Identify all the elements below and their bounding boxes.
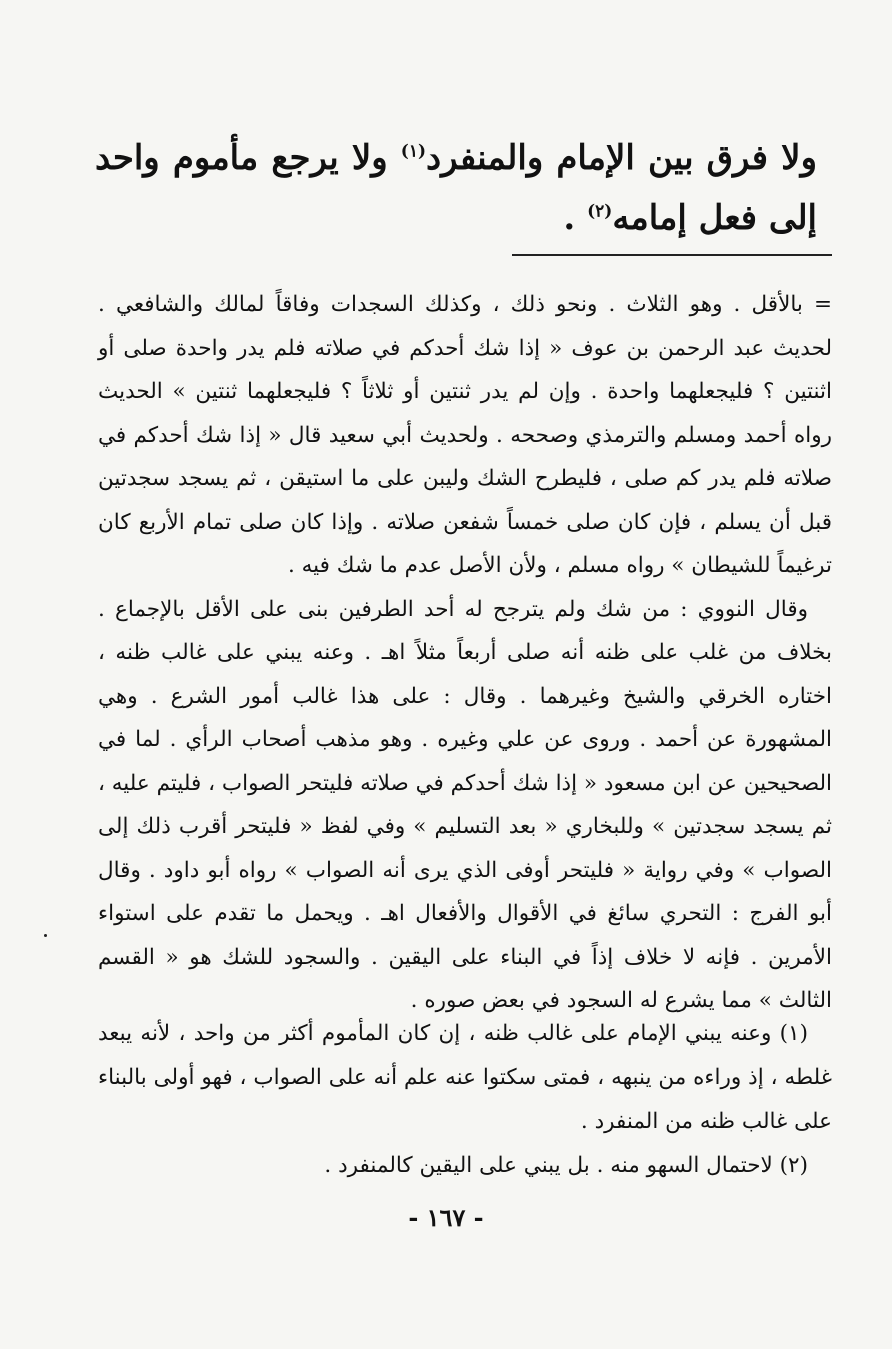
footnote-ref-2: (٢) bbox=[587, 201, 613, 222]
scan-speck bbox=[44, 934, 47, 937]
commentary bbox=[98, 283, 832, 1023]
footnotes bbox=[98, 1012, 832, 1188]
main-text-end: . bbox=[563, 198, 588, 238]
page-number: - ١٦٧ - bbox=[408, 1203, 484, 1232]
main-text bbox=[95, 128, 817, 248]
main-text-part-2: ولا يرجع مأموم واحد إلى فعل إمامه bbox=[95, 138, 817, 238]
footnote-separator bbox=[512, 254, 832, 256]
commentary-paragraph-1: = بالأقل . وهو الثلاث . ونحو ذلك ، وكذلك السجدات وفاقاً لمالك والشافعي . لحديث عبد الرحمن بن عوف « إذا شك أحدكم في صلاته فلم يدر واحدة صلى أو اثنتين ؟ فليجعلهما واحدة . وإن لم يدر ثنتين أو ثلاثاً ؟ فليجعلهما ثنتين » الحديث رواه أحمد ومسلم والترمذي وصححه . ولحديث أبي سعيد قال « إذا شك أحدكم في صلاته فلم يدر كم صلى ، فليطرح الشك وليبن على ما استيقن ، ثم يسجد سجدتين قبل أن يسلم ، فإن كان صلى خمساً شفعن صلاته . وإذا كان صلى تمام الأربع كان ترغيماً للشيطان » رواه مسلم ، ولأن الأصل عدم ما شك فيه . bbox=[98, 292, 832, 578]
footnote-1: (١) وعنه يبني الإمام على غالب ظنه ، إن كان المأموم أكثر من واحد ، لأنه يبعد غلطه ، إذ وراءه من ينبهه ، فمتى سكتوا عنه علم أنه على الصواب ، فهو أولى بالبناء على غالب ظنه من المنفرد . bbox=[98, 1021, 832, 1134]
commentary-paragraph-2: وقال النووي : من شك ولم يترجح له أحد الطرفين بنى على الأقل بالإجماع . بخلاف من غلب على ظنه أنه صلى أربعاً مثلاً اهـ . وعنه يبني على غالب ظنه ، اختاره الخرقي والشيخ وغيرهما . وقال : على هذا غالب أمور الشرع . وهي المشهورة عن أحمد . وروى عن علي وغيره . وهو مذهب أصحاب الرأي . لما في الصحيحين عن ابن مسعود « إذا شك أحدكم في صلاته فليتحر الصواب ، فليتم عليه ، ثم يسجد سجدتين » وللبخاري « بعد التسليم » وفي لفظ « فليتحر أقرب ذلك إلى الصواب » وفي رواية « فليتحر أوفى الذي يرى أنه الصواب » رواه أبو داود . وقال أبو الفرج : التحري سائغ في الأقوال والأفعال اهـ . ويحمل ما تقدم على استواء الأمرين . فإنه لا خلاف إذاً في البناء على اليقين . والسجود للشك هو « القسم الثالث » مما يشرع له السجود في بعض صوره . bbox=[98, 596, 832, 1013]
main-text-part-1: ولا فرق بين الإمام والمنفرد bbox=[426, 138, 817, 178]
footnote-2: (٢) لاحتمال السهو منه . بل يبني على اليقين كالمنفرد . bbox=[324, 1153, 808, 1178]
footnote-ref-1: (١) bbox=[400, 141, 426, 162]
